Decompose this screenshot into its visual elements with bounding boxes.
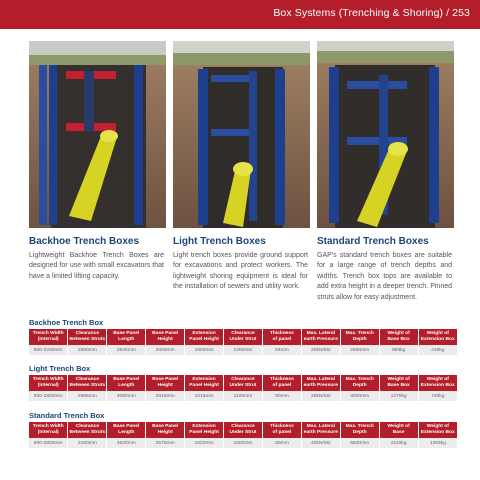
column-header-line: Depth — [352, 383, 367, 388]
table-cell: 1393kg — [418, 438, 457, 448]
column-header-line: Max. Lateral — [306, 377, 335, 382]
table-cell: 2696mm — [68, 391, 107, 401]
table-cell: 2575mm — [146, 438, 185, 448]
table-cell: 1370kg — [379, 391, 418, 401]
column-header-line: Under Strut — [229, 337, 257, 342]
column-header-line: Max. Lateral — [306, 331, 335, 336]
column-header — [224, 422, 263, 438]
table-cell: 2660mm — [68, 345, 107, 355]
column-header-line: Panel Height — [189, 383, 219, 388]
column-header-line: Weight of — [387, 331, 410, 336]
column-header-line: Trench Width — [32, 331, 64, 336]
table-row — [29, 345, 457, 355]
column-header — [107, 422, 146, 438]
column-header — [107, 329, 146, 345]
column-header — [301, 375, 340, 391]
column-header — [340, 329, 379, 345]
light-description: Light trench boxes provide ground support for excavations and protect workers. The lightweight shoring equipment is ideal for the installation of sewers and utility work. — [173, 252, 308, 291]
table-cell: 80mm — [262, 391, 301, 401]
column-header-line: Base Panel — [152, 377, 179, 382]
column-header-line: Extension Box — [420, 430, 455, 435]
table-cell: 4000mm — [340, 391, 379, 401]
light-trench-box-photo — [173, 41, 310, 228]
standard-section-title: Standard Trench Boxes — [317, 236, 429, 247]
column-header — [379, 375, 418, 391]
column-header-line: earth Pressure — [303, 337, 338, 342]
column-header — [185, 375, 224, 391]
column-header — [29, 329, 68, 345]
column-header-line: Clearance — [231, 377, 255, 382]
column-header-line: Height — [157, 337, 173, 342]
column-header — [29, 375, 68, 391]
table-cell: 2840mm — [107, 345, 146, 355]
column-header-line: Max. Trench — [345, 377, 374, 382]
column-header — [107, 375, 146, 391]
table-cell: 1100mm — [224, 391, 263, 401]
light-spec-table — [29, 375, 457, 401]
backhoe-spec-table — [29, 329, 457, 355]
standard-description: GAP's standard trench boxes are suitable for a large range of trench depths and widths. Trench box tops are available to add extra height in a deeper trench. Pinned struts allow for easy adjustment. — [317, 252, 452, 301]
column-header — [340, 422, 379, 438]
table-cell: 20kN/M2 — [301, 345, 340, 355]
table-cell: 3080mm — [107, 391, 146, 401]
column-header-line: Extension Box — [420, 337, 455, 342]
column-header-line: Weight of — [387, 377, 410, 382]
table-header-row — [29, 329, 457, 345]
table-cell: 2000mm — [146, 345, 185, 355]
table-header-row — [29, 422, 457, 438]
column-header-line: of panel — [272, 337, 292, 342]
column-header-line: Between Struts — [69, 383, 106, 388]
table-row — [29, 438, 457, 448]
backhoe-trench-box-photo — [29, 41, 166, 228]
column-header — [146, 375, 185, 391]
column-header-line: Max. Trench — [345, 424, 374, 429]
column-header-line: of panel — [272, 383, 292, 388]
column-header-line: Base Panel — [152, 331, 179, 336]
column-header-line: Between Struts — [69, 337, 106, 342]
column-header-line: Base Box — [387, 383, 410, 388]
table-row — [29, 391, 457, 401]
column-header — [146, 422, 185, 438]
column-header-line: Length — [118, 337, 135, 342]
table-cell: 415kg — [418, 345, 457, 355]
column-header — [185, 422, 224, 438]
column-header-line: Clearance — [231, 424, 255, 429]
light-table-title: Light Trench Box — [29, 364, 91, 373]
column-header-line: Panel Height — [189, 337, 219, 342]
column-header — [224, 375, 263, 391]
standard-table-title: Standard Trench Box — [29, 411, 105, 420]
column-header — [68, 375, 107, 391]
column-header-line: Base — [392, 430, 405, 435]
column-header-line: earth Pressure — [303, 383, 338, 388]
column-header-line: Height — [157, 430, 173, 435]
column-header-line: Base Panel — [113, 424, 140, 429]
column-header-line: earth Pressure — [303, 430, 338, 435]
column-header-line: Trench Width — [32, 377, 64, 382]
table-cell: 64mm — [262, 345, 301, 355]
header-title-text: Box Systems (Trenching & Shoring) — [273, 7, 444, 19]
page-number: 253 — [452, 7, 470, 19]
column-header-line: Extension — [192, 424, 216, 429]
column-header — [68, 329, 107, 345]
table-cell: 720kg — [418, 391, 457, 401]
column-header-line: (Internal) — [37, 383, 59, 388]
light-section-title: Light Trench Boxes — [173, 236, 266, 247]
table-cell: 5600mm — [340, 438, 379, 448]
column-header-line: Base Box — [387, 337, 410, 342]
table-cell: 2018mm — [146, 391, 185, 401]
table-cell: 2660mm — [340, 345, 379, 355]
column-header — [185, 329, 224, 345]
column-header-line: Under Strut — [229, 383, 257, 388]
column-header-line: Extension Box — [420, 383, 455, 388]
page-header-title — [273, 7, 470, 19]
column-header-line: of panel — [272, 430, 292, 435]
table-cell: 3160mm — [68, 438, 107, 448]
column-header — [379, 329, 418, 345]
column-header-line: Extension — [192, 377, 216, 382]
column-header-line: Length — [118, 383, 135, 388]
column-header — [262, 329, 301, 345]
column-header-line: (Internal) — [37, 337, 59, 342]
column-header-line: Max. Trench — [345, 331, 374, 336]
column-header — [301, 329, 340, 345]
column-header — [146, 329, 185, 345]
header-bar — [0, 0, 480, 29]
header-separator: / — [446, 7, 450, 19]
column-header — [418, 422, 457, 438]
column-header-line: Clearance — [75, 377, 100, 382]
column-header-line: Thickness — [269, 331, 294, 336]
column-header-line: Depth — [352, 337, 367, 342]
column-header — [301, 422, 340, 438]
column-header-line: Weight of — [426, 377, 449, 382]
column-header-line: (Internal) — [37, 430, 59, 435]
column-header-line: Height — [157, 383, 173, 388]
table-cell: 1200mm — [224, 345, 263, 355]
column-header-line: Trench Width — [32, 424, 64, 429]
column-header-line: Max. Lateral — [306, 424, 335, 429]
table-cell: 903kg — [379, 345, 418, 355]
column-header — [262, 375, 301, 391]
column-header — [29, 422, 68, 438]
column-header-line: Thickness — [269, 424, 294, 429]
backhoe-section-title: Backhoe Trench Boxes — [29, 236, 140, 247]
table-cell: 2110kg — [379, 438, 418, 448]
column-header-line: Thickness — [269, 377, 294, 382]
column-header-line: Panel Height — [189, 430, 219, 435]
column-header-line: Depth — [352, 430, 367, 435]
column-header-line: Under Strut — [229, 430, 257, 435]
column-header — [340, 375, 379, 391]
column-header-line: Weight of — [426, 331, 449, 336]
column-header-line: Clearance — [75, 331, 100, 336]
table-cell: 1500mm — [224, 438, 263, 448]
table-cell: 600-2800mm — [29, 438, 68, 448]
table-cell: 1015mm — [185, 391, 224, 401]
table-cell: 600-2800mm — [29, 391, 68, 401]
column-header-line: Extension — [192, 331, 216, 336]
column-header — [224, 329, 263, 345]
column-header — [262, 422, 301, 438]
column-header-line: Base Panel — [113, 377, 140, 382]
column-header — [68, 422, 107, 438]
column-header-line: Base Panel — [152, 424, 179, 429]
table-cell: 1520mm — [185, 438, 224, 448]
standard-trench-box-photo — [317, 41, 454, 228]
column-header-line: Base Panel — [113, 331, 140, 336]
backhoe-table-title: Backhoe Trench Box — [29, 318, 104, 327]
column-header-line: Clearance — [75, 424, 100, 429]
column-header — [418, 329, 457, 345]
column-header-line: Between Struts — [69, 430, 106, 435]
table-header-row — [29, 375, 457, 391]
column-header-line: Weight of — [426, 424, 449, 429]
table-cell: 1000mm — [185, 345, 224, 355]
backhoe-description: Lightweight Backhoe Trench Boxes are designed for use with small excavators that have a limited lifting capacity. — [29, 252, 164, 280]
standard-spec-table — [29, 422, 457, 448]
table-cell: 600-2200mm — [29, 345, 68, 355]
column-header — [418, 375, 457, 391]
column-header-line: Clearance — [231, 331, 255, 336]
table-cell: 3520mm — [107, 438, 146, 448]
column-header — [379, 422, 418, 438]
table-cell: 40kN/M2 — [301, 438, 340, 448]
table-cell: 80mm — [262, 438, 301, 448]
column-header-line: Weight of — [387, 424, 410, 429]
table-cell: 29kN/M2 — [301, 391, 340, 401]
column-header-line: Length — [118, 430, 135, 435]
